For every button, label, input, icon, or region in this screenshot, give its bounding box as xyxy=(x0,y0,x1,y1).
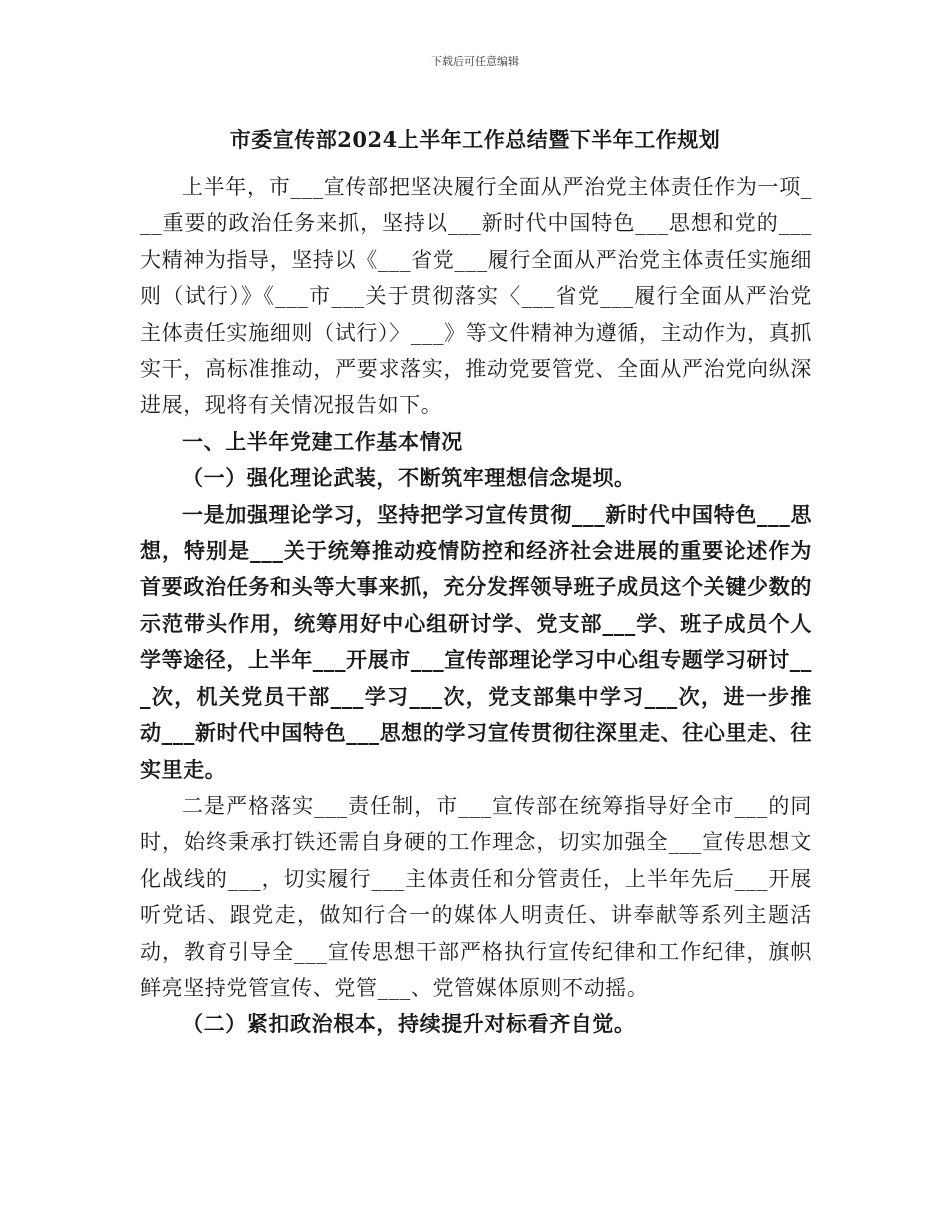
document-title: 市委宣传部2024上半年工作总结暨下半年工作规划 xyxy=(229,127,721,152)
body-paragraph-2: 二是严格落实___责任制，市___宣传部在统筹指导好全市___的同时，始终秉承打铁还需自身硬的工作理念，切实加强全___宣传思想文化战线的___，切实履行___主体责任和分管责任，上半年先后___开展听党话、跟党走，做知行合一的媒体人明责任、讲奉献等系列主题活动，教育引导全___宣传思想干部严格执行宣传纪律和工作纪律，旗帜鲜亮坚持党管宣传、党管___、党管媒体原则不动摇。 xyxy=(140,793,812,1000)
document-body xyxy=(140,169,812,1043)
intro-paragraph: 上半年，市___宣传部把坚决履行全面从严治党主体责任作为一项___重要的政治任务来抓，坚持以___新时代中国特色___思想和党的___大精神为指导，坚持以《___省党___履行全面从严治党主体责任实施细则（试行）》《___市___关于贯彻落实〈___省党___履行全面从严治党主体责任实施细则（试行）〉___》等文件精神为遵循，主动作为，真抓实干，高标准推动，严要求落实，推动党要管党、全面从严治党向纵深进展，现将有关情况报告如下。 xyxy=(140,175,812,418)
header-note: 下载后可任意编辑 xyxy=(431,55,519,68)
section-heading-1: 一、上半年党建工作基本情况 xyxy=(182,428,463,454)
body-paragraph-1: 一是加强理论学习，坚持把学习宣传贯彻___新时代中国特色___思想，特别是___关于统筹推动疫情防控和经济社会进展的重要论述作为首要政治任务和头等大事来抓，充分发挥领导班子成员这个关键少数的示范带头作用，统筹用好中心组研讨学、党支部___学、班子成员个人学等途径，上半年___开展市___宣传部理论学习中心组专题学习研讨___次，机关党员干部___学习___次，党支部集中学习___次，进一步推动___新时代中国特色___思想的学习宣传贯彻往深里走、往心里走、往实里走。 xyxy=(140,501,812,782)
subsection-heading-1: （一）强化理论武装，不断筑牢理想信念堤坝。 xyxy=(182,465,636,491)
subsection-heading-2: （二）紧扣政治根本，持续提升对标看齐自觉。 xyxy=(182,1011,636,1037)
